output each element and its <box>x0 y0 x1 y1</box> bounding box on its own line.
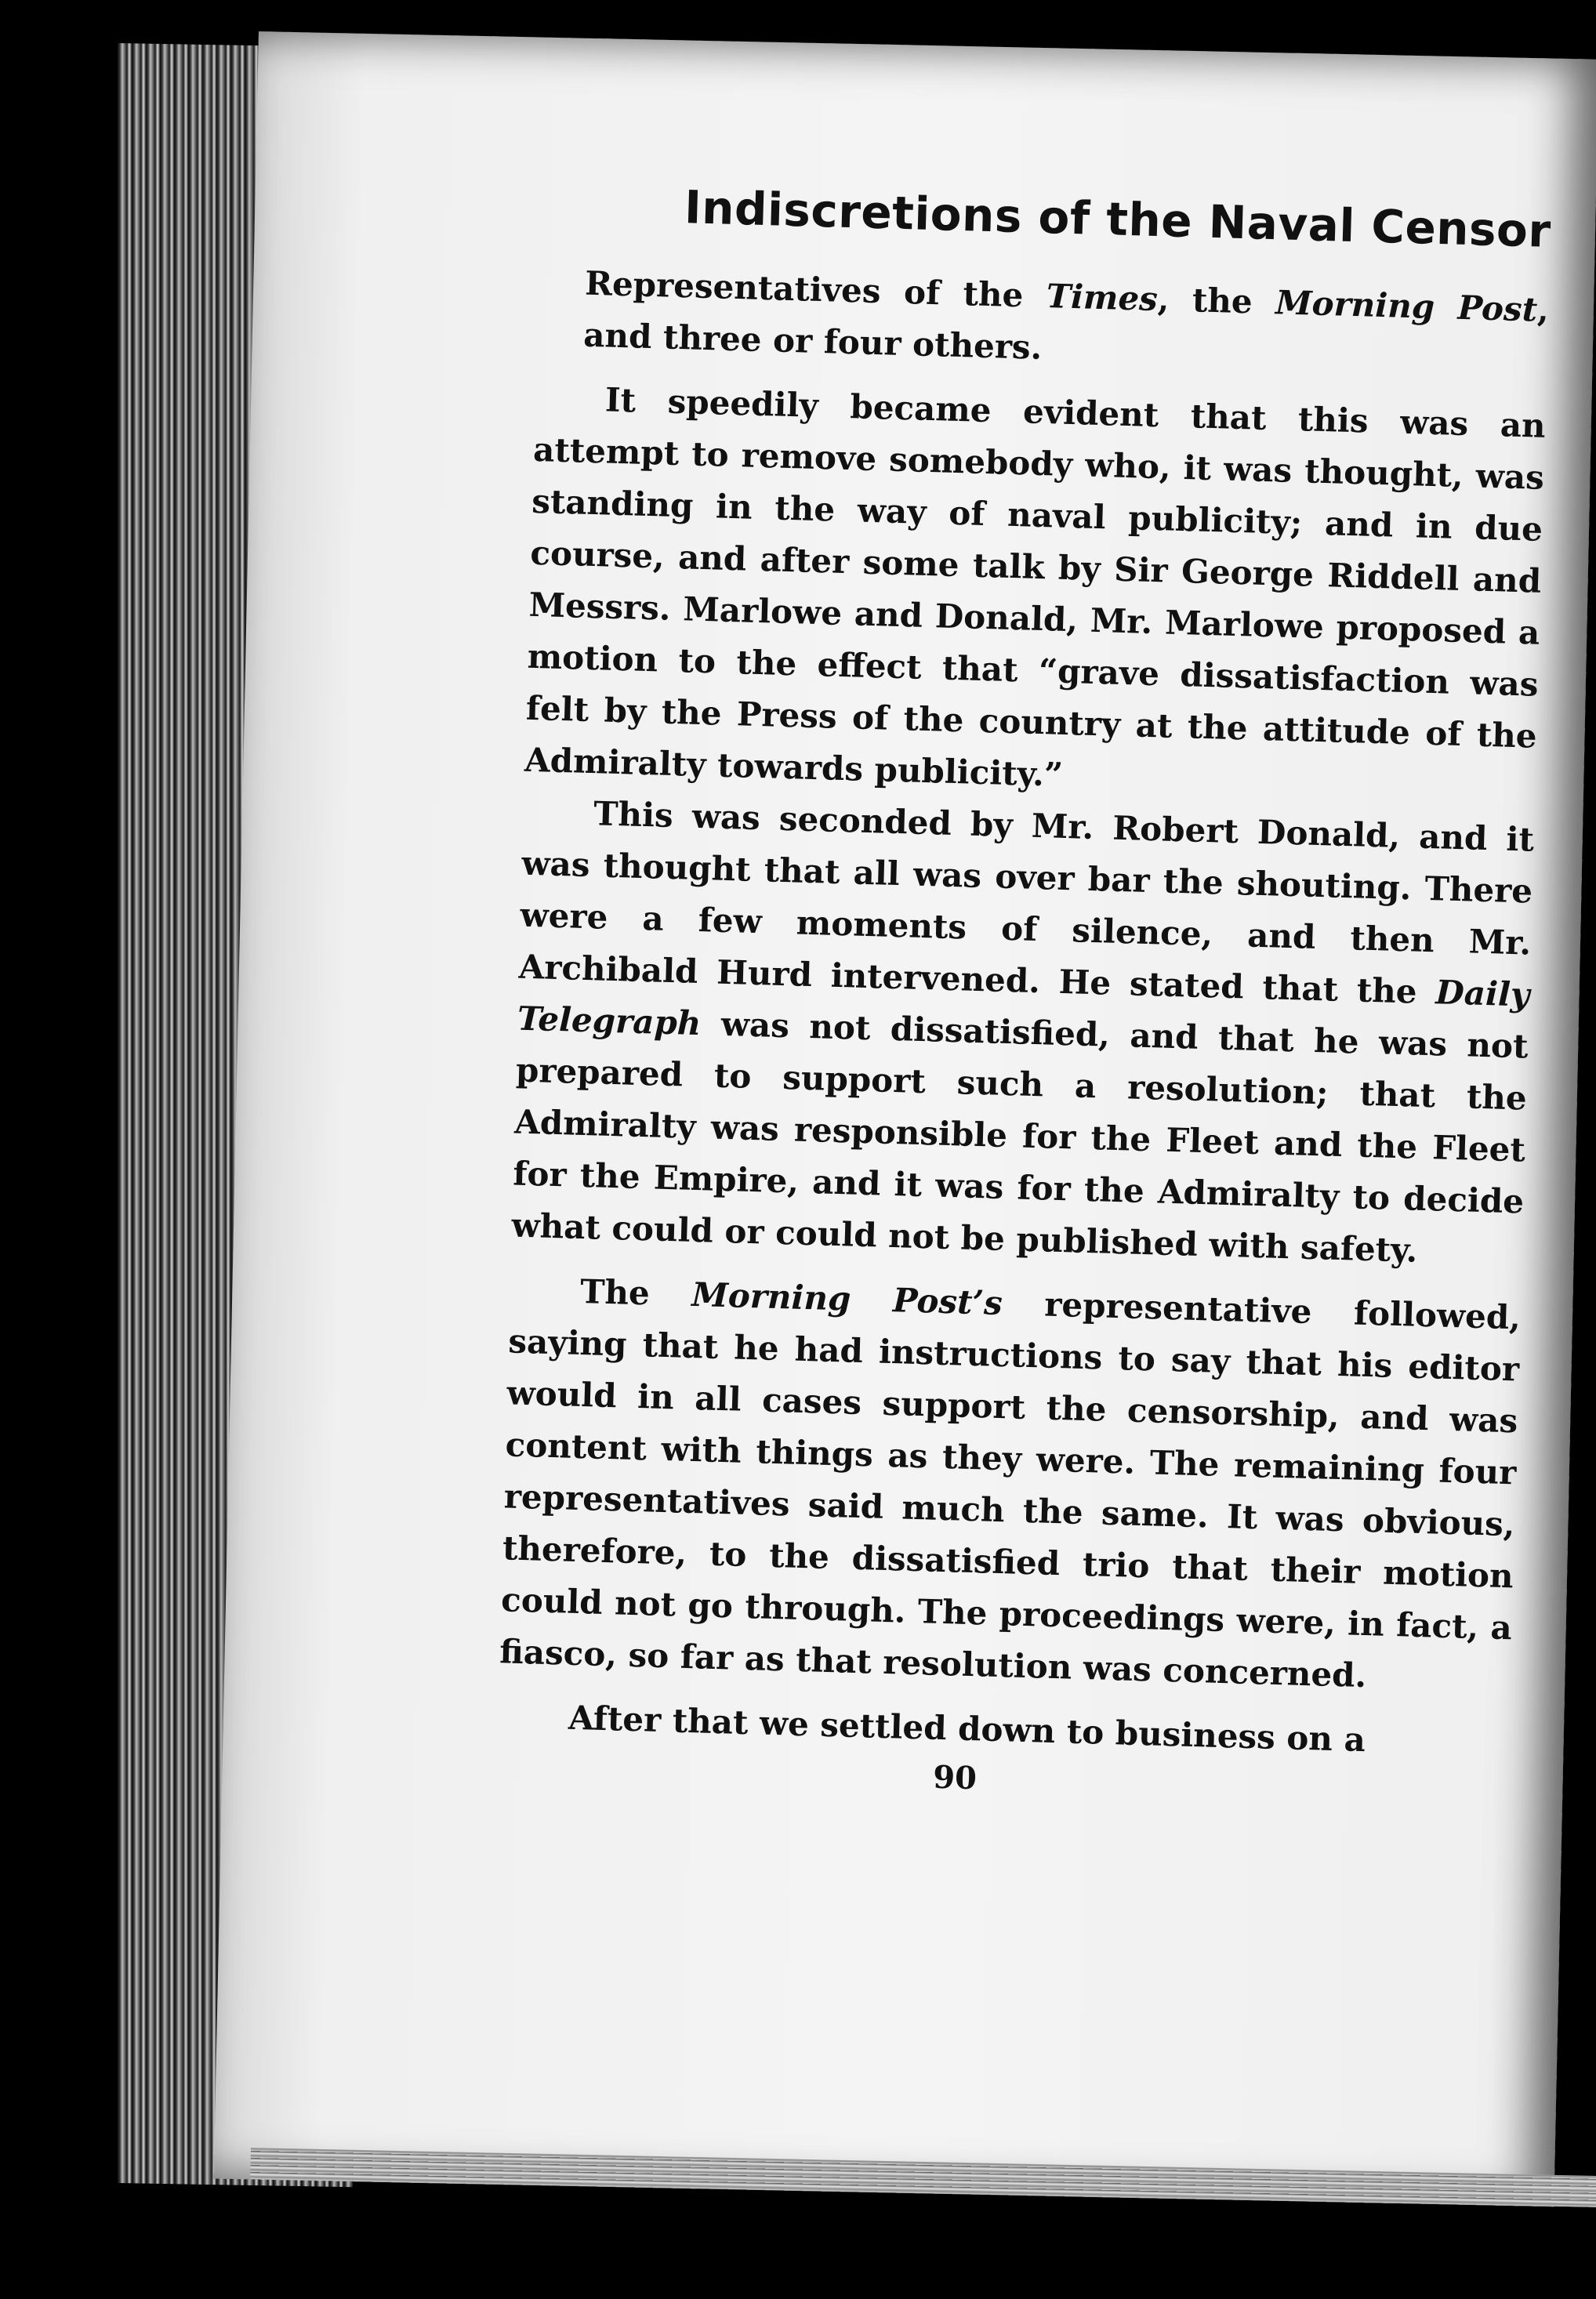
text-run: Representatives of the <box>584 263 1047 316</box>
running-title: Indiscretions of the Naval Censor <box>684 180 1552 258</box>
italic-text: Daily Telegraph <box>517 973 1531 1043</box>
paragraph <box>511 786 1535 1280</box>
text-run: After that we settled down to business on a <box>568 1698 1366 1760</box>
paragraph <box>535 256 1549 388</box>
text-block <box>496 176 1552 1811</box>
italic-text: Morning Post’s <box>691 1275 1003 1322</box>
text-run: , the <box>1157 280 1276 322</box>
page-number: 90 <box>932 1758 978 1797</box>
text-run: This was seconded by Mr. Robert Donald, and it was thought that all was over bar the shouting. There were a few moments of silence, and then Mr. Archibald Hurd intervened. He stated that the <box>518 794 1535 1012</box>
text-run: , and three or four others. <box>582 290 1550 367</box>
paragraph <box>499 1264 1522 1706</box>
italic-text: Times <box>1046 277 1159 319</box>
paragraph <box>524 372 1546 814</box>
text-run: was not dissatisfied, and that he was not prepared to support such a resolution; that the Admiralty was responsible for the Fleet and the Fleet for the Empire, and it was for the Admiralty to decide what could or could not be published with safety. <box>510 1004 1529 1270</box>
text-run: It speedily became evident that this was an attempt to remove somebody who, it was thought, was standing in the way of naval publicity; and in due course, and after some talk by Sir George Riddell and Messrs. Marlowe and Donald, Mr. Marlowe proposed a motion to the effect that “grave dissatisfaction was felt by the Press of the country at the attitude of the Admiralty towards publicity.” <box>524 380 1547 794</box>
italic-text: Morning Post <box>1275 283 1538 329</box>
text-run: representative followed, saying that he had instructions to say that his editor would in all cases support the censorship, and was content with things as they were. The remaining four representatives said much the same. It was obvious, therefore, to the dissatisfied trio that their motion could not go through. The proceedings were, in fact, a fiasco, so far as that resolution was concerned. <box>499 1284 1522 1695</box>
text-run: The <box>579 1271 693 1314</box>
